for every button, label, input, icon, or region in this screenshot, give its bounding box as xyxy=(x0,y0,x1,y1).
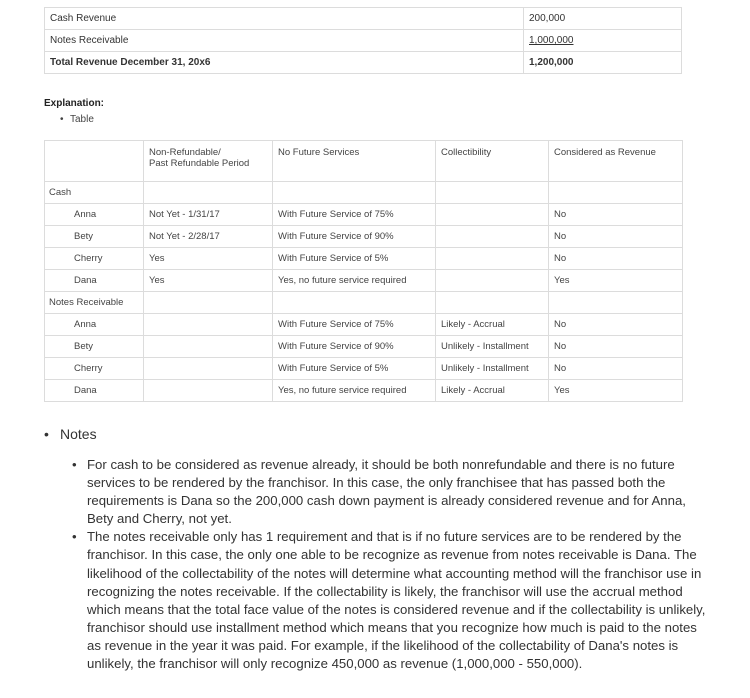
empty-cell xyxy=(436,182,549,204)
note-text: The notes receivable only has 1 requirement and that is if no future services are to be rendered by the franchisor. In this case, the only one able to be recognize as revenue from notes receivable is Dana. The likelihood of the collectability of the notes will determine what accounting method will the franchisor use in recognizing the notes receivable. If the collectability is likely, the franchisor will use the accrual method which means that the total face value of the notes is considered revenue and if the collectability is unlikely, franchisor should use installment method which means that you recognize how much is paid to the notes as revenue in the year it was paid. For example, if the likelihood of the collectability of Dana's notes is unlikely, the franchisor will only recognize 450,000 as revenue (1,000,000 - 550,000). xyxy=(87,529,706,672)
empty-cell xyxy=(273,182,436,204)
notes-title: Notes xyxy=(60,426,97,442)
franchisee-name: Dana xyxy=(45,270,144,292)
franchisee-name: Dana xyxy=(45,380,144,402)
bullet-icon: • xyxy=(72,529,77,545)
table-row xyxy=(45,248,683,270)
nonrefundable-cell: Not Yet - 1/31/17 xyxy=(144,204,273,226)
future-services-cell: With Future Service of 75% xyxy=(273,204,436,226)
revenue-table xyxy=(44,7,682,74)
revenue-label: Total Revenue December 31, 20x6 xyxy=(45,52,524,74)
column-header: Collectibility xyxy=(436,141,549,182)
collectibility-cell: Likely - Accrual xyxy=(436,314,549,336)
table-row xyxy=(45,358,683,380)
nonrefundable-cell xyxy=(144,336,273,358)
franchisee-name: Cherry xyxy=(45,248,144,270)
revenue-cell: No xyxy=(549,358,683,380)
franchisee-name: Bety xyxy=(45,226,144,248)
future-services-cell: With Future Service of 5% xyxy=(273,358,436,380)
revenue-amount: 200,000 xyxy=(524,8,682,30)
nonrefundable-cell: Yes xyxy=(144,248,273,270)
notes-heading xyxy=(44,426,97,442)
table-row xyxy=(45,30,682,52)
bullet-icon: • xyxy=(60,114,64,125)
revenue-cell: No xyxy=(549,336,683,358)
revenue-label: Cash Revenue xyxy=(45,8,524,30)
empty-cell xyxy=(144,292,273,314)
empty-cell xyxy=(273,292,436,314)
revenue-cell: No xyxy=(549,248,683,270)
empty-cell xyxy=(549,292,683,314)
table-row xyxy=(45,8,682,30)
revenue-amount: 1,000,000 xyxy=(529,35,574,46)
future-services-cell: With Future Service of 75% xyxy=(273,314,436,336)
revenue-amount: 1,200,000 xyxy=(524,52,682,74)
table-row-total xyxy=(45,52,682,74)
revenue-label: Notes Receivable xyxy=(45,30,524,52)
future-services-cell: With Future Service of 90% xyxy=(273,336,436,358)
explanation-heading: Explanation: xyxy=(44,98,105,109)
table-row xyxy=(45,380,683,402)
group-row-cash xyxy=(45,182,683,204)
revenue-cell: No xyxy=(549,314,683,336)
revenue-amount-cell xyxy=(524,30,682,52)
collectibility-cell xyxy=(436,248,549,270)
collectibility-cell: Likely - Accrual xyxy=(436,380,549,402)
column-header: Considered as Revenue xyxy=(549,141,683,182)
future-services-cell: Yes, no future service required xyxy=(273,270,436,292)
franchisee-name: Anna xyxy=(45,204,144,226)
list-item xyxy=(72,456,707,528)
collectibility-cell xyxy=(436,204,549,226)
franchisee-name: Bety xyxy=(45,336,144,358)
nonrefundable-cell xyxy=(144,358,273,380)
table-row xyxy=(45,204,683,226)
collectibility-cell: Unlikely - Installment xyxy=(436,336,549,358)
revenue-cell: No xyxy=(549,204,683,226)
revenue-cell: No xyxy=(549,226,683,248)
empty-cell xyxy=(144,182,273,204)
column-header xyxy=(45,141,144,182)
list-item xyxy=(72,528,707,673)
future-services-cell: With Future Service of 90% xyxy=(273,226,436,248)
revenue-cell: Yes xyxy=(549,270,683,292)
empty-cell xyxy=(436,292,549,314)
table-row xyxy=(45,226,683,248)
nonrefundable-cell xyxy=(144,314,273,336)
franchisee-name: Cherry xyxy=(45,358,144,380)
group-label: Notes Receivable xyxy=(45,292,144,314)
bullet-icon: • xyxy=(44,426,49,442)
group-label: Cash xyxy=(45,182,144,204)
table-row xyxy=(45,336,683,358)
list-item: Table xyxy=(70,114,94,125)
collectibility-cell xyxy=(436,226,549,248)
nonrefundable-cell: Not Yet - 2/28/17 xyxy=(144,226,273,248)
nonrefundable-cell xyxy=(144,380,273,402)
collectibility-cell: Unlikely - Installment xyxy=(436,358,549,380)
table-header-row xyxy=(45,141,683,182)
comparison-table xyxy=(44,140,683,402)
column-header: No Future Services xyxy=(273,141,436,182)
collectibility-cell xyxy=(436,270,549,292)
empty-cell xyxy=(549,182,683,204)
bullet-icon: • xyxy=(72,457,77,472)
note-text: For cash to be considered as revenue already, it should be both nonrefundable and there is no future services to be rendered by the franchisor. In this case, the only franchisee that has passed both the requirements is Dana so the 200,000 cash down payment is already considered revenue and for Anna, Bety and Cherry, not yet. xyxy=(87,457,686,527)
column-header: Non-Refundable/ Past Refundable Period xyxy=(144,141,273,182)
table-row xyxy=(45,270,683,292)
explanation-list xyxy=(60,114,94,125)
future-services-cell: Yes, no future service required xyxy=(273,380,436,402)
revenue-cell: Yes xyxy=(549,380,683,402)
group-row-notes-receivable xyxy=(45,292,683,314)
table-row xyxy=(45,314,683,336)
future-services-cell: With Future Service of 5% xyxy=(273,248,436,270)
nonrefundable-cell: Yes xyxy=(144,270,273,292)
franchisee-name: Anna xyxy=(45,314,144,336)
notes-list xyxy=(72,456,707,673)
